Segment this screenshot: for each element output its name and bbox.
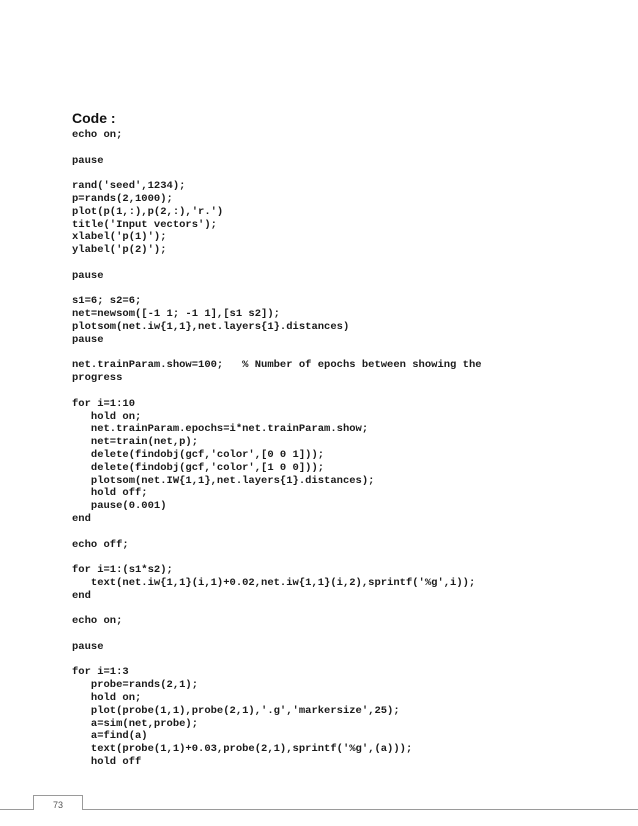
page-number-box <box>33 795 83 810</box>
code-line: net.trainParam.epochs=i*net.trainParam.show; <box>72 423 369 436</box>
code-line <box>72 526 482 539</box>
code-line <box>72 602 482 615</box>
code-line: a=sim(net,probe); <box>72 717 199 730</box>
code-line: net=newsom([-1 1; -1 1],[s1 s2]); <box>72 308 280 321</box>
code-line: plot(probe(1,1),probe(2,1),'.g','markersize',25); <box>72 704 400 717</box>
code-line: pause(0.001) <box>72 500 167 513</box>
code-line: for i=1:(s1*s2); <box>72 564 173 577</box>
code-line: echo on; <box>72 615 123 628</box>
code-line: plotsom(net.iw{1,1},net.layers{1}.distances) <box>72 320 350 333</box>
code-line: pause <box>72 154 104 167</box>
code-line: rand('seed',1234); <box>72 180 186 193</box>
section-heading: Code : <box>72 110 116 126</box>
code-line: plot(p(1,:),p(2,:),'r.') <box>72 205 224 218</box>
code-line: for i=1:10 <box>72 397 136 410</box>
code-block <box>72 129 482 769</box>
code-line: p=rands(2,1000); <box>72 192 173 205</box>
code-line: echo on; <box>72 129 123 141</box>
code-line: hold on; <box>72 410 142 423</box>
page-number: 73 <box>52 800 63 810</box>
code-line <box>72 142 482 155</box>
code-line: pause <box>72 333 104 346</box>
code-line: title('Input vectors'); <box>72 218 217 231</box>
code-line <box>72 385 482 398</box>
code-line: delete(findobj(gcf,'color',[1 0 0])); <box>72 461 325 474</box>
code-line: text(probe(1,1)+0.03,probe(2,1),sprintf('%g',(a))); <box>72 743 413 756</box>
code-line: a=find(a) <box>72 730 148 743</box>
code-line: echo off; <box>72 538 129 551</box>
code-line: for i=1:3 <box>72 666 129 679</box>
footer-rule <box>0 809 638 810</box>
code-line: s1=6; s2=6; <box>72 295 142 308</box>
code-line: pause <box>72 269 104 282</box>
code-line <box>72 654 482 667</box>
code-line: delete(findobj(gcf,'color',[0 0 1])); <box>72 448 325 461</box>
code-line <box>72 347 482 360</box>
code-line <box>72 628 482 641</box>
code-line: plotsom(net.IW{1,1},net.layers{1}.distances); <box>72 474 375 487</box>
code-line <box>72 551 482 564</box>
code-line: hold on; <box>72 692 142 705</box>
code-line: end <box>72 512 91 525</box>
code-line <box>72 283 482 296</box>
code-line: xlabel('p(1)'); <box>72 231 167 244</box>
code-line: end <box>72 589 91 602</box>
code-line: pause <box>72 640 104 653</box>
code-line <box>72 167 482 180</box>
code-line: net=train(net,p); <box>72 436 199 449</box>
code-line: hold off <box>72 756 142 769</box>
code-line: text(net.iw{1,1}(i,1)+0.02,net.iw{1,1}(i,2),sprintf('%g',i)); <box>72 576 476 589</box>
code-line <box>72 257 482 270</box>
code-line: progress <box>72 372 123 385</box>
code-line: ylabel('p(2)'); <box>72 244 167 257</box>
code-line: probe=rands(2,1); <box>72 679 199 692</box>
code-line: net.trainParam.show=100; % Number of epochs between showing the <box>72 359 482 372</box>
code-line: hold off; <box>72 487 148 500</box>
